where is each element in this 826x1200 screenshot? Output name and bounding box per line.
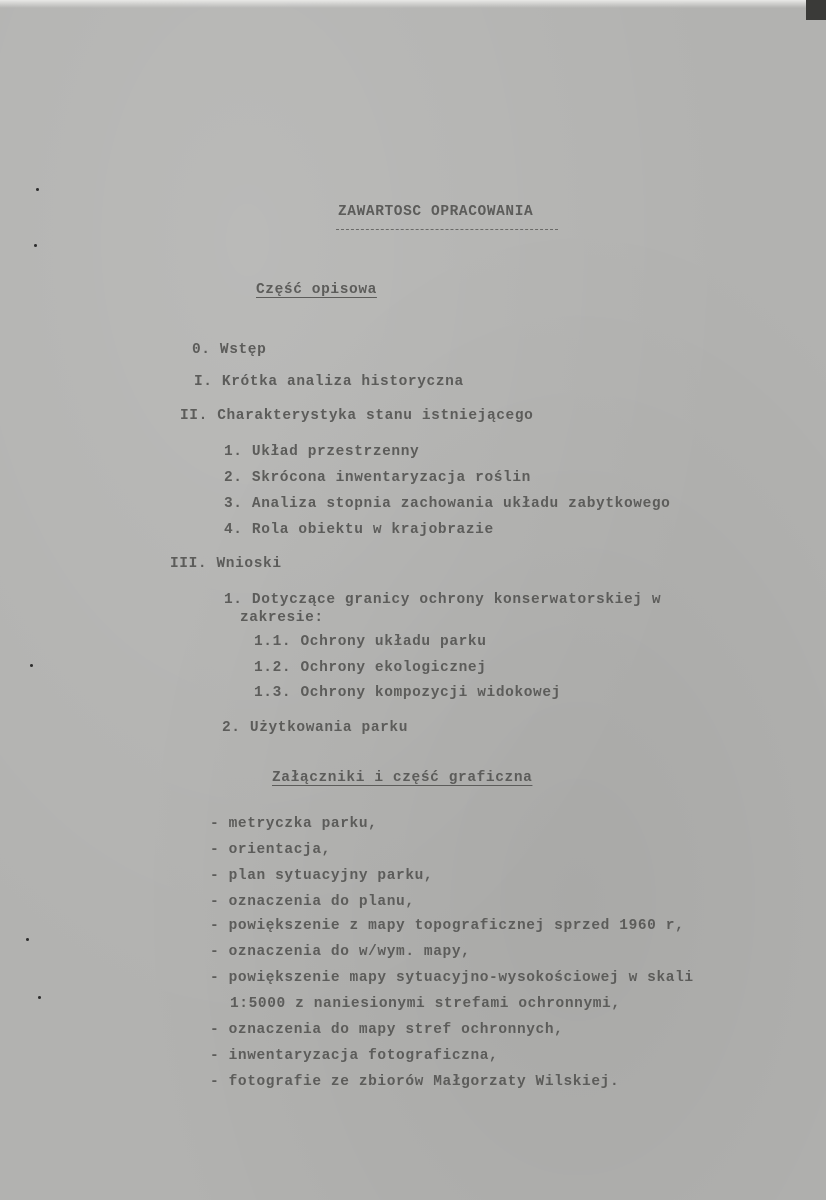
toc-subitem: 2. Użytkowania parku — [222, 720, 409, 736]
attachment-item: - fotografie ze zbiorów Małgorzaty Wilskiej. — [210, 1074, 620, 1090]
attachment-item: - orientacja, — [210, 842, 331, 858]
title-underline — [336, 229, 558, 230]
toc-subitem: 2. Skrócona inwentaryzacja roślin — [224, 470, 531, 486]
toc-subitem-continuation: zakresie: — [240, 610, 324, 626]
margin-dot — [30, 664, 33, 667]
toc-item: I. Krótka analiza historyczna — [194, 374, 464, 390]
margin-dot — [38, 996, 41, 999]
attachment-item: - oznaczenia do mapy stref ochronnych, — [210, 1022, 564, 1038]
toc-subsubitem: 1.1. Ochrony układu parku — [254, 634, 487, 650]
toc-subsubitem: 1.3. Ochrony kompozycji widokowej — [254, 685, 561, 701]
attachment-item-continuation: 1:5000 z naniesionymi strefami ochronnymi, — [230, 996, 621, 1012]
section-heading-graphic: Załączniki i część graficzna — [272, 770, 533, 786]
toc-item: II. Charakterystyka stanu istniejącego — [180, 408, 534, 424]
scan-corner-mark — [806, 0, 826, 20]
attachment-item: - oznaczenia do planu, — [210, 894, 415, 910]
attachment-item: - inwentaryzacja fotograficzna, — [210, 1048, 499, 1064]
toc-subsubitem: 1.2. Ochrony ekologicznej — [254, 660, 487, 676]
toc-subitem: 1. Dotyczące granicy ochrony konserwatorskiej w — [224, 592, 662, 608]
margin-dot — [34, 244, 37, 247]
toc-item: 0. Wstęp — [192, 342, 267, 358]
attachment-item: - metryczka parku, — [210, 816, 378, 832]
toc-subitem: 3. Analiza stopnia zachowania układu zabytkowego — [224, 496, 671, 512]
scan-edge — [0, 0, 826, 8]
toc-item: III. Wnioski — [170, 556, 282, 572]
attachment-item: - oznaczenia do w/wym. mapy, — [210, 944, 471, 960]
toc-subitem: 4. Rola obiektu w krajobrazie — [224, 522, 494, 538]
margin-dot — [36, 188, 39, 191]
section-heading-descriptive: Część opisowa — [256, 282, 377, 298]
attachment-item: - plan sytuacyjny parku, — [210, 868, 434, 884]
toc-subitem: 1. Układ przestrzenny — [224, 444, 420, 460]
attachment-item: - powiększenie z mapy topograficznej sprzed 1960 r, — [210, 918, 685, 934]
document-title: ZAWARTOSC OPRACOWANIA — [338, 204, 534, 220]
margin-dot — [26, 938, 29, 941]
attachment-item: - powiększenie mapy sytuacyjno-wysokościowej w skali — [210, 970, 694, 986]
